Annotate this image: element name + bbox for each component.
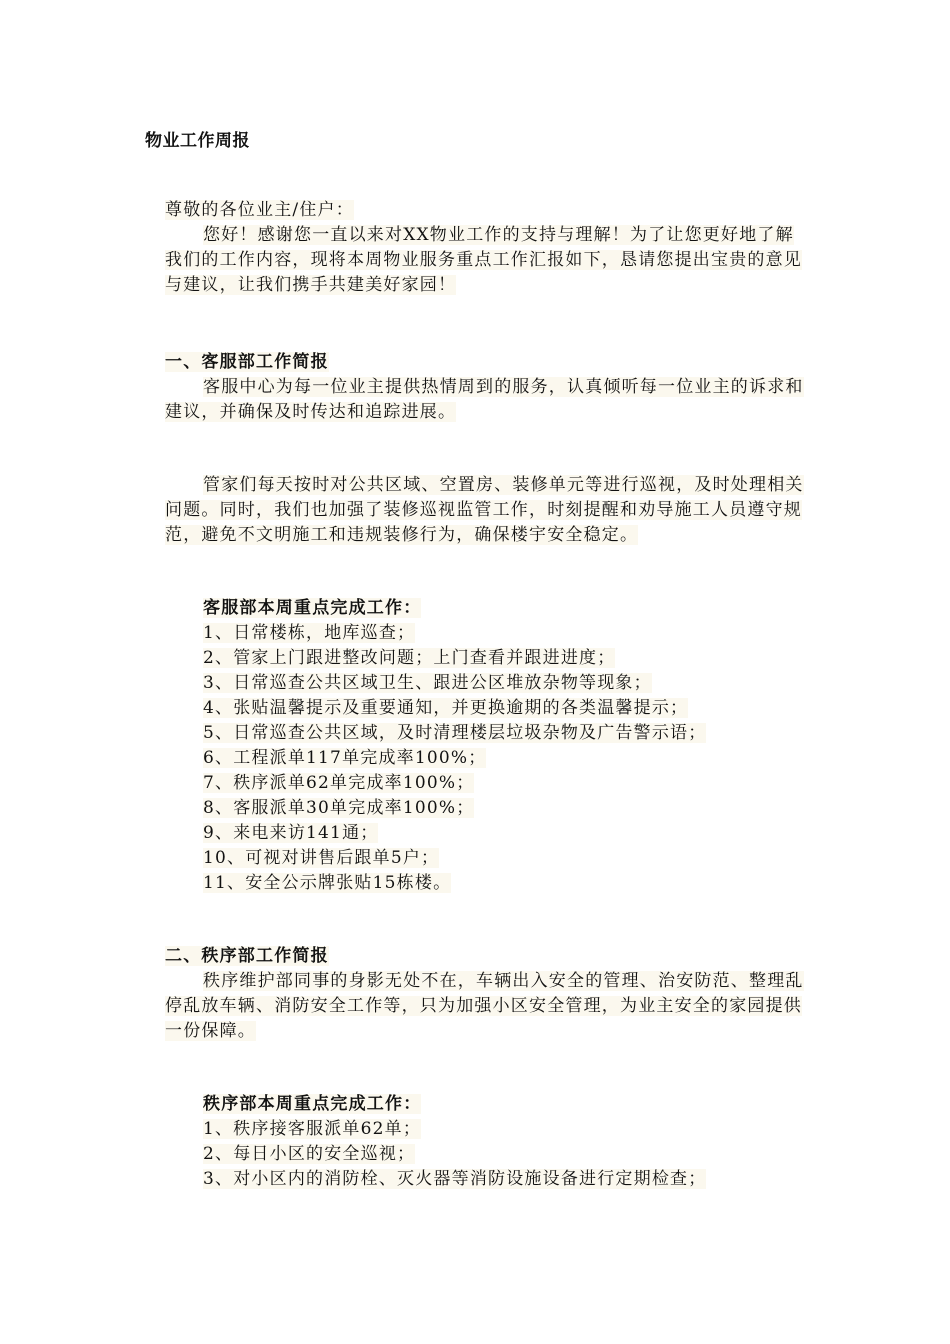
list-item: 10、可视对讲售后跟单5户； xyxy=(203,848,440,868)
section2-list-title: 秩序部本周重点完成工作： xyxy=(203,1094,422,1114)
document-body xyxy=(165,198,805,1192)
list-item: 2、每日小区的安全巡视； xyxy=(203,1144,416,1164)
list-item: 4、张贴温馨提示及重要通知，并更换逾期的各类温馨提示； xyxy=(203,698,689,718)
section2-task-list xyxy=(165,1117,805,1192)
document-title: 物业工作周报 xyxy=(145,131,250,151)
salutation: 尊敬的各位业主/住户： xyxy=(165,200,354,220)
list-item: 3、日常巡查公共区域卫生、跟进公区堆放杂物等现象； xyxy=(203,673,652,693)
list-item: 1、日常楼栋，地库巡查； xyxy=(203,623,416,643)
list-item: 3、对小区内的消防栓、灭火器等消防设施设备进行定期检查； xyxy=(203,1169,707,1189)
section2-paragraph-1: 秩序维护部同事的身影无处不在，车辆出入安全的管理、治安防范、整理乱停乱放车辆、消防安全工作等，只为加强小区安全管理，为业主安全的家园提供一份保障。 xyxy=(165,971,804,1041)
section1-task-list xyxy=(165,621,805,896)
section-heading-customer-service: 一、客服部工作简报 xyxy=(165,352,329,372)
section1-list-title: 客服部本周重点完成工作： xyxy=(203,598,422,618)
section1-paragraph-2: 管家们每天按时对公共区域、空置房、装修单元等进行巡视，及时处理相关问题。同时，我们也加强了装修巡视监管工作，时刻提醒和劝导施工人员遵守规范，避免不文明施工和违规装修行为，确保楼宇安全稳定。 xyxy=(165,475,804,545)
list-item: 7、秩序派单62单完成率100%； xyxy=(203,773,475,793)
list-item: 11、安全公示牌张贴15栋楼。 xyxy=(203,873,452,893)
section-heading-security: 二、秩序部工作简报 xyxy=(165,946,329,966)
list-item: 8、客服派单30单完成率100%； xyxy=(203,798,475,818)
list-item: 2、管家上门跟进整改问题；上门查看并跟进进度； xyxy=(203,648,616,668)
section1-paragraph-1: 客服中心为每一位业主提供热情周到的服务，认真倾听每一位业主的诉求和建议，并确保及时传达和追踪进展。 xyxy=(165,377,804,422)
list-item: 9、来电来访141通； xyxy=(203,823,379,843)
list-item: 1、秩序接客服派单62单； xyxy=(203,1119,422,1139)
intro-paragraph: 您好！感谢您一直以来对XX物业工作的支持与理解！为了让您更好地了解我们的工作内容，现将本周物业服务重点工作汇报如下，恳请您提出宝贵的意见与建议，让我们携手共建美好家园！ xyxy=(165,225,802,295)
list-item: 5、日常巡查公共区域，及时清理楼层垃圾杂物及广告警示语； xyxy=(203,723,707,743)
list-item: 6、工程派单117单完成率100%； xyxy=(203,748,487,768)
